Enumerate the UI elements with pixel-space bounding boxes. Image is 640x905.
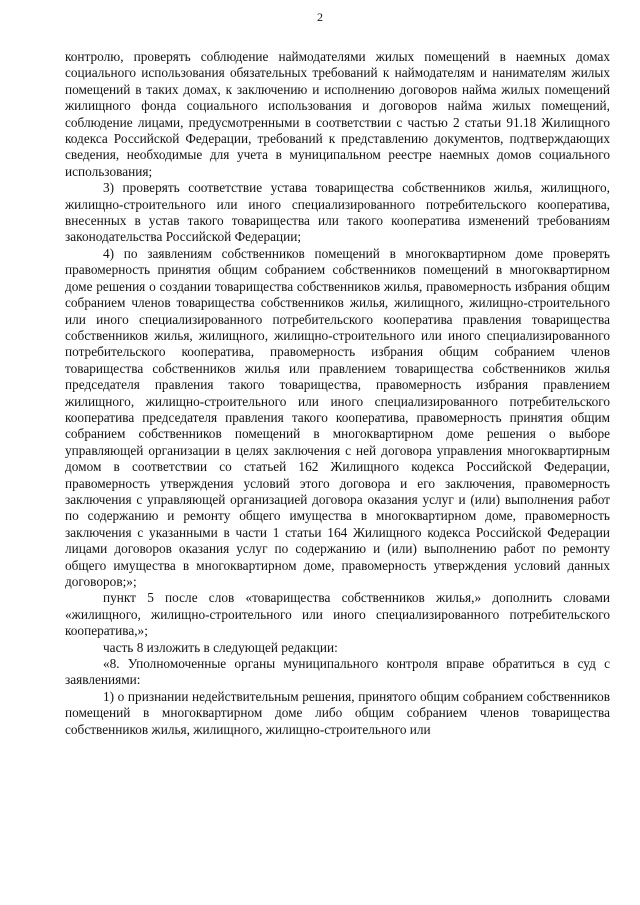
paragraph-part-8-item-1: 1) о признании недействительным решения, принятого общим собранием собственников помещений в многоквартирном доме либо общим собранием членов товарищества собственников жилья, жилищного, жилищно-строительного или (65, 688, 610, 737)
page-number: 2 (317, 10, 323, 24)
paragraph-part-8-intro: часть 8 изложить в следующей редакции: (103, 639, 338, 655)
paragraph-part-8-text: «8. Уполномоченные органы муниципального контроля вправе обратиться в суд с заявлениями: (65, 656, 610, 688)
document-body (65, 49, 610, 738)
paragraph-item-4: 4) по заявлениям собственников помещений в многоквартирном доме проверять правомерность принятия общим собранием собственников помещений в многоквартирном доме решения о создании товарищества собственников жилья, правомерность избрания общим собранием членов товарищества собственников жилья, жилищного, жилищно-строительного или иного специализированного потребительского кооператива правления товарищества собственников жилья, жилищного, жилищно-строительного или иного специализированного потребительского кооператива, правомерность избрания общим собранием членов товарищества собственников жилья или правлением товарищества собственников жилья председателя правления такого товарищества, правомерность избрания правлением жилищного, жилищно-строительного или иного специализированного потребительского кооператива председателя правления такого кооператива, правомерность принятия общим собранием собственников помещений в многоквартирном доме решения о выборе управляющей организации в целях заключения с ней договора управления многоквартирным домом в соответствии со статьей 162 Жилищного кодекса Российской Федерации, правомерность утверждения условий этого договора и его заключения, правомерность заключения с управляющей организацией договора оказания услуг и (или) выполнения работ по содержанию и ремонту общего имущества в многоквартирном доме, правомерность заключения с указанными в части 1 статьи 164 Жилищного кодекса Российской Федерации лицами договоров оказания услуг по содержанию и (или) выполнению работ по ремонту общего имущества в многоквартирном доме, правомерность утверждения условий данных договоров;»; (65, 245, 610, 589)
paragraph-item-3: 3) проверять соответствие устава товарищества собственников жилья, жилищного, жилищно-строительного или иного специализированного потребительского кооператива, внесенных в устав такого товарищества или такого кооператива изменений требованиям законодательства Российской Федерации; (65, 180, 610, 245)
paragraph-point-5-amendment: пункт 5 после слов «товарищества собственников жилья,» дополнить словами «жилищного, жилищно-строительного или иного специализированного потребительского кооператива,»; (65, 590, 610, 639)
paragraph-continuation: контролю, проверять соблюдение наймодателями жилых помещений в наемных домах социального использования обязательных требований к наймодателям и нанимателям жилых помещений в таких домах, к заключению и исполнению договоров найма жилых помещений жилищного фонда социального использования и договоров найма жилых помещений, соблюдение лицами, предусмотренными в соответствии с частью 2 статьи 91.18 Жилищного кодекса Российской Федерации, требований к представлению документов, подтверждающих сведения, необходимые для учета в муниципальном реестре наемных домов социального использования; (65, 49, 610, 179)
